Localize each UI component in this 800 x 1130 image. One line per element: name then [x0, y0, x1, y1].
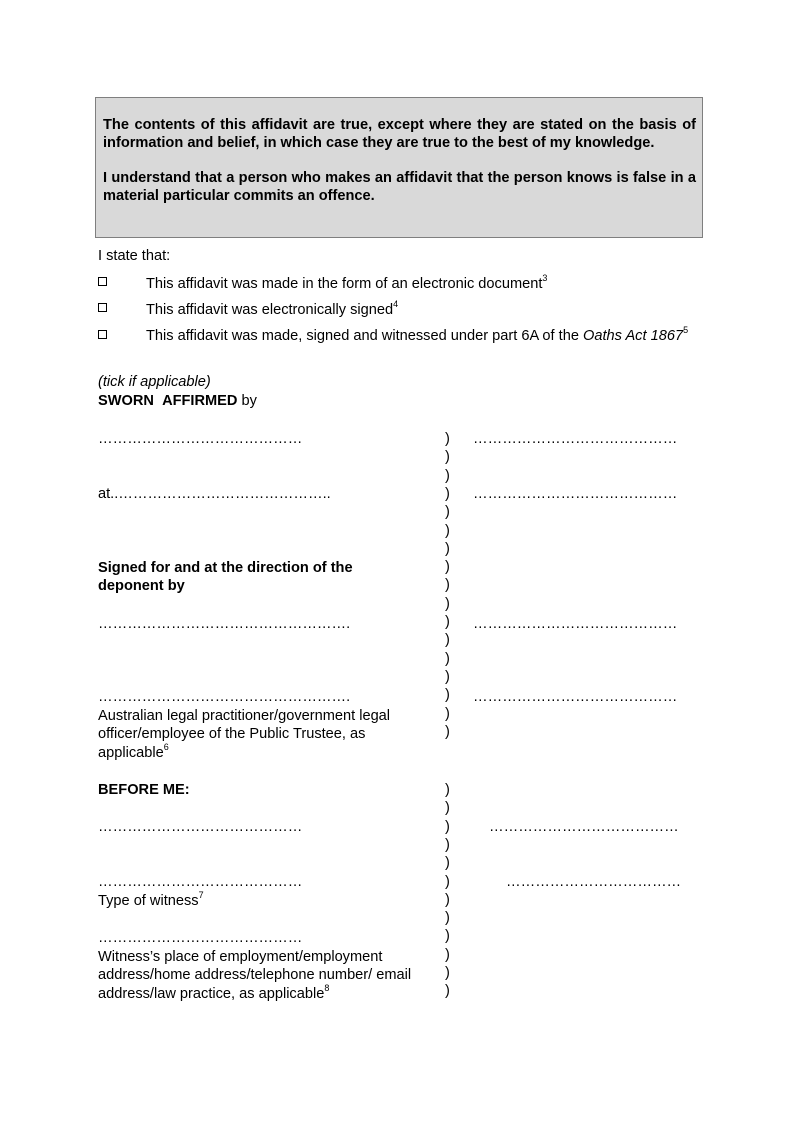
bracket: )	[445, 485, 450, 502]
bracket: )	[445, 668, 450, 685]
checkbox-oaths-act[interactable]	[98, 330, 107, 339]
option-electronic-document	[146, 275, 703, 293]
tick-note-text: (tick if applicable)	[98, 374, 211, 390]
witness-type-text: Type of witness	[98, 893, 199, 909]
bracket: )	[445, 818, 450, 835]
deponent-signature-line[interactable]: ……………………………………	[98, 431, 303, 447]
sworn-affirmed-line	[98, 392, 257, 410]
bracket: )	[445, 687, 450, 704]
bracket: )	[445, 983, 450, 1000]
checkbox-electronically-signed[interactable]	[98, 303, 107, 312]
sworn-word: SWORN	[98, 393, 154, 409]
footnote-ref: 4	[393, 299, 399, 310]
bracket: )	[445, 891, 450, 908]
bracket: )	[445, 522, 450, 539]
option-text: This affidavit was made in the form of an electronic document	[146, 276, 543, 292]
practitioner-label	[98, 707, 428, 762]
right-line-3[interactable]: ……………………………………	[473, 616, 678, 632]
footnote-ref: 6	[163, 741, 169, 752]
right-line-5[interactable]: …………………………………	[489, 819, 679, 835]
bracket: )	[445, 855, 450, 872]
act-name: Oaths Act 1867	[583, 328, 684, 344]
bracket: )	[445, 723, 450, 740]
practitioner-text: Australian legal practitioner/government legal officer/employee of the Public Trustee, as applicable	[98, 708, 391, 761]
bracket: )	[445, 873, 450, 890]
bracket: )	[445, 946, 450, 963]
right-line-6[interactable]: ………………………………	[506, 874, 682, 890]
bracket: )	[445, 705, 450, 722]
bracket: )	[445, 614, 450, 630]
right-line-4[interactable]: ……………………………………	[473, 689, 678, 705]
by-word: by	[237, 393, 257, 409]
witness-place-text: Witness’s place of employment/employment address/home address/telephone number/ email address/law practice, as applicable	[98, 949, 412, 1002]
option-text: This affidavit was electronically signed	[146, 302, 394, 318]
bracket: )	[445, 449, 450, 466]
bracket: )	[445, 467, 450, 484]
witness-signature-line[interactable]: ……………………………………	[98, 819, 303, 835]
before-me-heading: BEFORE ME:	[98, 782, 190, 798]
checkbox-electronic-document[interactable]	[98, 277, 107, 286]
footnote-ref: 5	[683, 325, 689, 336]
footnote-ref: 8	[324, 982, 330, 993]
bracket: )	[445, 431, 450, 447]
option-electronically-signed	[146, 301, 703, 319]
option-text: This affidavit was made, signed and witnessed under part 6A of the	[146, 328, 583, 344]
witness-place-label	[98, 948, 420, 1003]
bracket: )	[445, 928, 450, 945]
bracket: )	[445, 632, 450, 649]
footnote-ref: 7	[198, 890, 204, 901]
bracket: )	[445, 782, 450, 798]
practitioner-signature-line[interactable]: …………………………………………….	[98, 689, 351, 705]
signed-for-heading: Signed for and at the direction of the deponent by	[98, 560, 353, 595]
bracket: )	[445, 559, 450, 576]
place-line[interactable]: at..……………………………………..	[98, 486, 331, 502]
declaration-paragraph-2: I understand that a person who makes an affidavit that the person knows is false in a material particular commits an offence.	[103, 169, 696, 204]
declaration-box	[95, 97, 703, 238]
bracket: )	[445, 800, 450, 817]
right-line-1[interactable]: ……………………………………	[473, 431, 678, 447]
right-line-2[interactable]: ……………………………………	[473, 486, 678, 502]
state-intro: I state that:	[98, 248, 171, 264]
bracket: )	[445, 504, 450, 521]
tick-note	[98, 373, 211, 391]
witness-type-line[interactable]: ……………………………………	[98, 874, 303, 890]
footnote-ref: 3	[542, 273, 548, 284]
bracket: )	[445, 577, 450, 594]
declaration-paragraph-1: The contents of this affidavit are true, except where they are stated on the basis of information and belief, in which case they are true to the best of my knowledge.	[103, 117, 696, 152]
witness-place-line[interactable]: ……………………………………	[98, 930, 303, 946]
bracket: )	[445, 595, 450, 612]
bracket: )	[445, 910, 450, 927]
bracket: )	[445, 965, 450, 981]
witness-type-label	[98, 892, 204, 910]
affirmed-word: AFFIRMED	[162, 393, 238, 409]
bracket: )	[445, 836, 450, 853]
signer-signature-line[interactable]: …………………………………………….	[98, 616, 351, 632]
option-oaths-act	[146, 327, 703, 345]
bracket: )	[445, 650, 450, 667]
bracket: )	[445, 540, 450, 557]
